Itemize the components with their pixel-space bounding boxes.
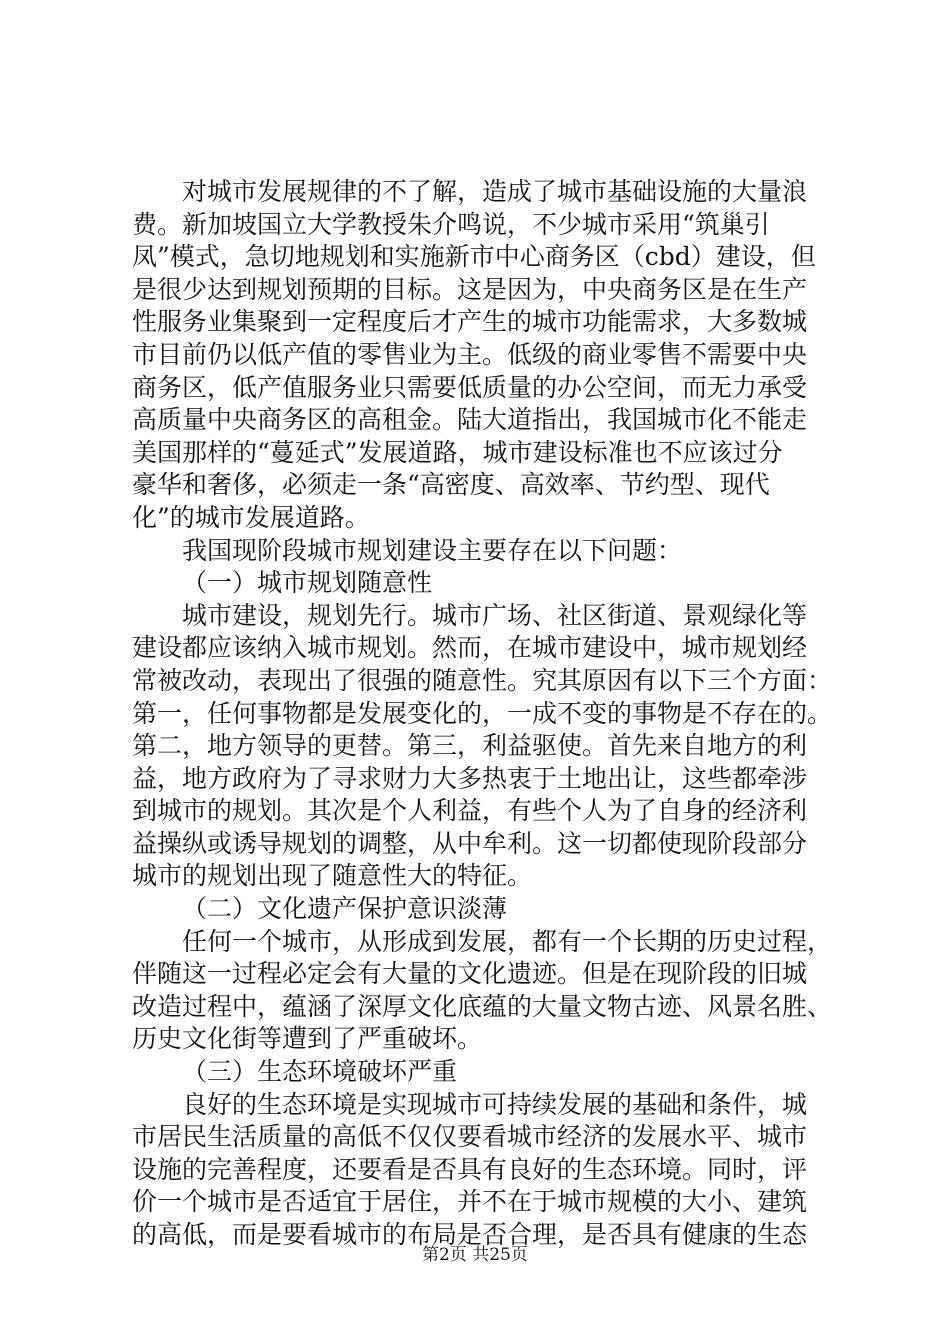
paragraph-line: 对城市发展规律的不了解，造成了城市基础设施的大量浪 xyxy=(182,177,808,206)
section-heading: （一）城市规划随意性 xyxy=(182,568,433,598)
paragraph-line: 是很少达到规划预期的目标。这是因为，中央商务区是在生产 xyxy=(132,274,808,304)
paragraph-line: 任何一个城市，从形成到发展，都有一个长期的历史过程， xyxy=(182,926,833,956)
paragraph-line: 我国现阶段城市规划建设主要存在以下问题： xyxy=(182,535,683,565)
paragraph-line: 美国那样的“蔓延式”发展道路，城市建设标准也不应该过分 xyxy=(132,437,783,467)
document-body xyxy=(132,176,852,1252)
paragraph-line: 益操纵或诱导规划的调整，从中牟利。这一切都使现阶段部分 xyxy=(132,828,808,858)
paragraph-line: 益，地方政府为了寻求财力大多热衷于土地出让，这些都牵涉 xyxy=(132,763,808,793)
paragraph-line: 化”的城市发展道路。 xyxy=(132,502,370,532)
paragraph-line: 高质量中央商务区的高租金。陆大道指出，我国城市化不能走 xyxy=(132,405,808,435)
section-heading: （二）文化遗产保护意识淡薄 xyxy=(182,894,508,924)
paragraph-line: 的高低，而是要看城市的布局是否合理，是否具有健康的生态 xyxy=(132,1220,808,1249)
paragraph-line: 建设都应该纳入城市规划。然而，在城市建设中，城市规划经 xyxy=(132,633,808,663)
paragraph-line: 豪华和奢侈，必须走一条“高密度、高效率、节约型、现代 xyxy=(132,470,770,500)
paragraph-line: 市居民生活质量的高低不仅仅要看城市经济的发展水平、城市 xyxy=(132,1122,808,1152)
paragraph-line: 改造过程中，蕴涵了深厚文化底蕴的大量文物古迹、风景名胜、 xyxy=(132,991,833,1021)
section-heading: （三）生态环境破坏严重 xyxy=(182,1057,458,1087)
paragraph-line: 商务区，低产值服务业只需要低质量的办公空间，而无力承受 xyxy=(132,372,808,402)
paragraph-line: 性服务业集聚到一定程度后才产生的城市功能需求，大多数城 xyxy=(132,307,808,337)
paragraph-line: 历史文化街等遭到了严重破坏。 xyxy=(132,1024,483,1054)
paragraph-line: 费。新加坡国立大学教授朱介鸣说，不少城市采用“筑巢引 xyxy=(132,209,770,239)
paragraph-line: 第一，任何事物都是发展变化的，一成不变的事物是不存在的。 xyxy=(132,698,833,728)
paragraph-line: 第二，地方领导的更替。第三，利益驱使。首先来自地方的利 xyxy=(132,731,808,761)
paragraph-line: 设施的完善程度，还要看是否具有良好的生态环境。同时，评 xyxy=(132,1154,808,1184)
paragraph-line: 市目前仍以低产值的零售业为主。低级的商业零售不需要中央 xyxy=(132,339,808,369)
paragraph-line: 到城市的规划。其次是个人利益，有些个人为了自身的经济利 xyxy=(132,796,808,826)
paragraph-line: 凤”模式，急切地规划和实施新市中心商务区（cbd）建设，但 xyxy=(132,242,816,272)
paragraph-line: 城市建设，规划先行。城市广场、社区街道、景观绿化等 xyxy=(182,600,808,630)
paragraph-line: 伴随这一过程必定会有大量的文化遗迹。但是在现阶段的旧城 xyxy=(132,959,808,989)
paragraph-line: 良好的生态环境是实现城市可持续发展的基础和条件，城 xyxy=(182,1089,808,1119)
paragraph-line: 常被改动，表现出了很强的随意性。究其原因有以下三个方面： xyxy=(132,665,833,695)
page-footer: 第2页 共25页 xyxy=(422,1245,528,1265)
paragraph-line: 价一个城市是否适宜于居住，并不在于城市规模的大小、建筑 xyxy=(132,1187,808,1217)
paragraph-line: 城市的规划出现了随意性大的特征。 xyxy=(132,861,533,891)
